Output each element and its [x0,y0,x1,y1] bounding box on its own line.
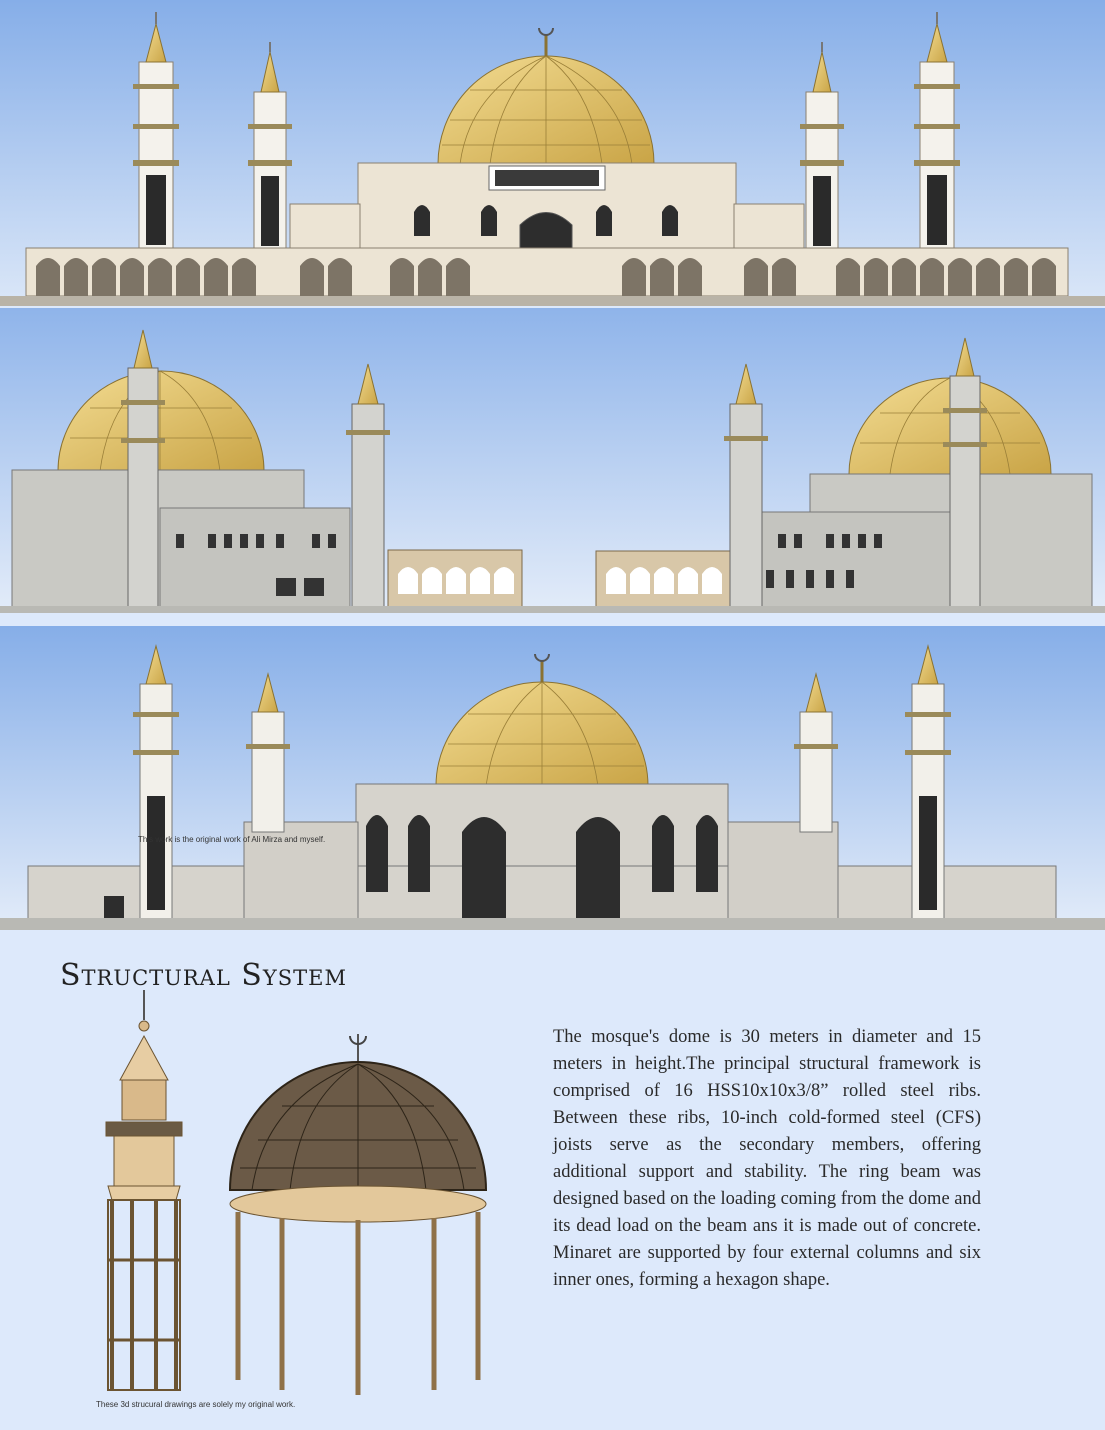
section-title: Structural System [60,958,347,993]
structure-credit-note: These 3d strucural drawings are solely my original work. [96,1400,296,1409]
minaret-structure-drawing [106,990,182,1390]
structural-description: The mosque's dome is 30 meters in diameter and 15 meters in height.The principal structural framework is comprised of 16 HSS10x10x3/8” rolled steel ribs. Between these ribs, 10-inch cold-formed steel (CFS) joists serve as the secondary members, offering additional support and stability. The ring beam was designed based on the loading coming from the dome and its dead load on the beam ans it is made out of concrete. Minaret are supported by four external columns and six inner ones, forming a hexagon shape. [553,1027,981,1290]
structural-3d-drawings [0,990,520,1400]
front-elevation-drawing [0,0,1105,306]
dome-structure-drawing [230,1034,486,1395]
side-elevations-drawing [0,308,1105,613]
rear-elevation-drawing [0,626,1105,930]
elevation-credit-note: This work is the original work of Ali Mirza and myself. [138,835,326,844]
